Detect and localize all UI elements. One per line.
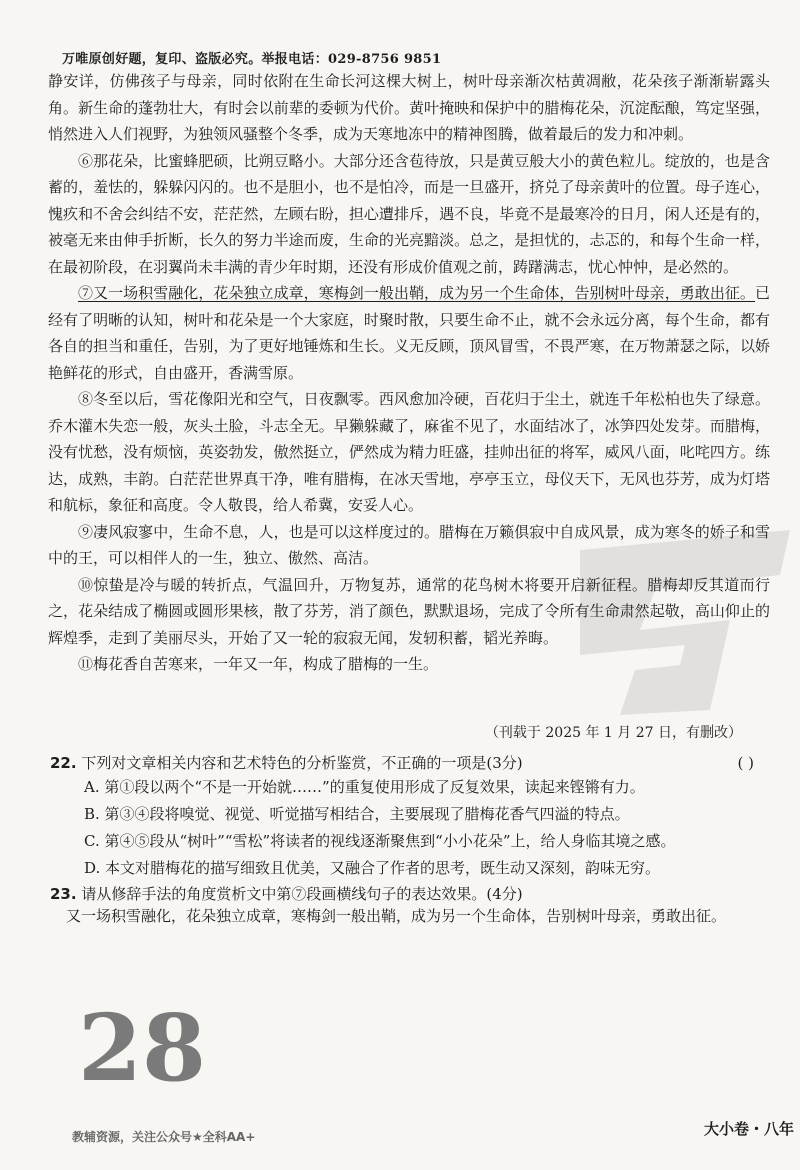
paragraph-10: ⑩惊蛰是冷与暖的转折点，气温回升，万物复苏，通常的花鸟树木将要开启新征程。腊梅却反其道而行之，花朵结成了椭圆或圆形果核，散了芬芳，消了颜色，默默退场，完成了令所有生命肃然起敬，高山仰止的辉煌季，走到了美丽尽头，开始了又一轮的寂寂无闻，发轫积蓄，韬光养晦。	[48, 575, 770, 647]
option-d: D. 本文对腊梅花的描写细致且优美，又融合了作者的思考，既生动又深刻，韵味无穷。	[84, 859, 661, 877]
question-23-number: 23.	[50, 885, 77, 903]
passage-body	[48, 68, 770, 678]
question-23-quote: 又一场积雪融化，花朵独立成章，寒梅剑一般出鞘，成为另一个生命体，告别树叶母亲，勇敢出征。	[66, 907, 727, 925]
copyright-header: 万唯原创好题，复印、盗版必究。举报电话：029-8756 9851	[62, 52, 442, 67]
page-number: 28	[78, 994, 207, 1102]
footer-series: 大小卷・八年	[703, 1120, 794, 1138]
paragraph-7	[48, 280, 770, 386]
paragraph-7-rest: 已经有了明晰的认知，树叶和花朵是一个大家庭，时聚时散，只要生命不止，就不会永远分离，每个生命，都有各自的担当和重任，告别，为了更好地锤炼和生长。义无反顾，顶风冒雪，不畏严寒，在万物萧瑟之际，以娇艳鲜花的形式，自由盛开，香满雪原。	[48, 284, 770, 382]
underlined-sentence: ⑦又一场积雪融化，花朵独立成章，寒梅剑一般出鞘，成为另一个生命体，告别树叶母亲，勇敢出征。	[78, 284, 755, 302]
footer-promo: 教辅资源，关注公众号★全科AA+	[72, 1130, 256, 1144]
paragraph-8: ⑧冬至以后，雪花像阳光和空气，日夜飘零。西风愈加冷硬，百花归于尘土，就连千年松柏也失了绿意。乔木灌木失恋一般，灰头土脸，斗志全无。早獭躲藏了，麻雀不见了，水面结冰了，冰笋四处发芽。而腊梅，没有忧愁，没有烦恼，英姿勃发，傲然挺立，俨然成为精力旺盛，挂帅出征的将军，威风八面，叱咤四方。练达，成熟，丰韵。白茫茫世界真干净，唯有腊梅，在冰天雪地，亭亭玉立，母仪天下，无风也芬芳，成为灯塔和航标，象征和高度。令人敬畏，给人希冀，安妥人心。	[48, 390, 770, 514]
paragraph-6: ⑥那花朵，比蜜蜂肥硕，比朔豆略小。大部分还含苞待放，只是黄豆般大小的黄色粒儿。绽放的，也是含蓄的，羞怯的，躲躲闪闪的。也不是胆小，也不是怕冷，而是一旦盛开，挤兑了母亲黄叶的位置。母子连心，愧疚和不舍会纠结不安，茫茫然，左顾右盼，担心遭排斥，遇不良，毕竟不是最寒冷的日月，闲人还是有的，被毫无来由伸手折断，长久的努力半途而废，生命的光亮黯淡。总之，是担忧的，忐忑的，和每个生命一样，在最初阶段，在羽翼尚未丰满的青少年时期，还没有形成价值观之前，踌躇满志，忧心忡忡，是必然的。	[48, 151, 770, 276]
question-22-number: 22.	[50, 754, 77, 772]
paragraph-continued: 静安详，仿佛孩子与母亲，同时依附在生命长河这棵大树上，树叶母亲渐次枯黄凋敝，花朵孩子渐渐崭露头角。新生命的蓬勃壮大，有时会以前辈的委顿为代价。黄叶掩映和保护中的腊梅花朵，沉淀酝酿，笃定坚强，悄然进入人们视野，为独领风骚整个冬季，成为天寒地冻中的精神图腾，做着最后的发力和冲刺。	[48, 72, 770, 143]
source-note: （刊载于 2025 年 1 月 27 日，有删改）	[484, 725, 742, 741]
option-c: C. 第④⑤段从“树叶”“雪松”将读者的视线逐渐聚焦到“小小花朵”上，给人身临其境之感。	[84, 832, 676, 850]
question-22-stem: 下列对文章相关内容和艺术特色的分析鉴赏，不正确的一项是(3分)	[81, 754, 523, 772]
question-22	[50, 750, 762, 776]
question-23	[50, 881, 762, 907]
option-a: A. 第①段以两个“不是一开始就……”的重复使用形成了反复效果，读起来铿锵有力。	[84, 778, 645, 796]
answer-bracket[interactable]: ( )	[737, 754, 754, 772]
question-23-stem: 请从修辞手法的角度赏析文中第⑦段画横线句子的表达效果。(4分)	[81, 885, 523, 903]
option-b: B. 第③④段将嗅觉、视觉、听觉描写相结合，主要展现了腊梅花香气四溢的特点。	[84, 805, 630, 823]
paragraph-9: ⑨凄风寂寥中，生命不息，人，也是可以这样度过的。腊梅在万籁俱寂中自成风景，成为寒冬的娇子和雪中的王，可以相伴人的一生，独立、傲然、高洁。	[48, 522, 770, 567]
paragraph-11: ⑪梅花香自苦寒来，一年又一年，构成了腊梅的一生。	[78, 655, 439, 673]
